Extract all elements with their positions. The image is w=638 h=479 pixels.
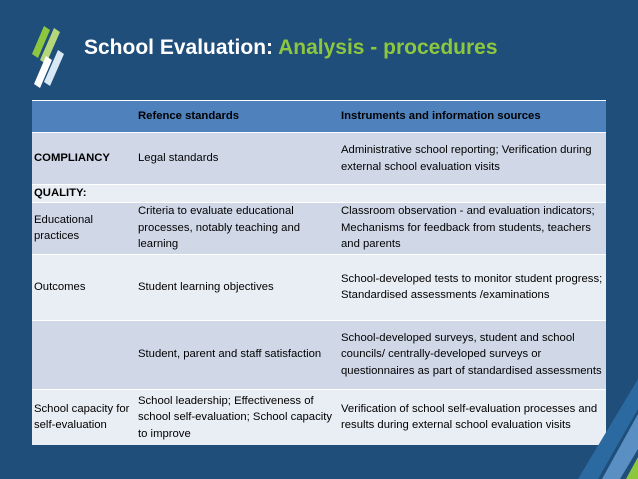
table-row — [32, 254, 606, 320]
row-instruments: School-developed tests to monitor student progress; Standardised assessments /examinations — [339, 254, 606, 320]
row-label — [32, 320, 136, 389]
row-standard: School leadership; Effectiveness of school self-evaluation; School capacity to improve — [136, 389, 339, 445]
title-main: School Evaluation: — [84, 36, 274, 59]
header-col2: Refence standards — [136, 101, 339, 133]
table-row — [32, 133, 606, 185]
title-accent: Analysis - procedures — [278, 36, 498, 59]
header-col3: Instruments and information sources — [339, 101, 606, 133]
corner-decoration-icon — [578, 369, 638, 479]
row-standard: Student, parent and staff satisfaction — [136, 320, 339, 389]
row-label: School capacity for self-evaluation — [32, 389, 136, 445]
row-standard — [136, 185, 339, 203]
row-instruments: Administrative school reporting; Verification during external school evaluation visits — [339, 133, 606, 185]
table-row — [32, 389, 606, 445]
row-standard: Student learning objectives — [136, 254, 339, 320]
row-instruments — [339, 185, 606, 203]
row-label: Educational practices — [32, 202, 136, 254]
oecd-logo-icon — [30, 20, 70, 88]
row-label: QUALITY: — [32, 185, 136, 203]
row-standard: Legal standards — [136, 133, 339, 185]
header-col1 — [32, 101, 136, 133]
page-title — [84, 36, 498, 60]
row-label: Outcomes — [32, 254, 136, 320]
table-row — [32, 202, 606, 254]
row-label: COMPLIANCY — [32, 133, 136, 185]
row-instruments: Classroom observation - and evaluation indicators; Mechanisms for feedback from students, teachers and parents — [339, 202, 606, 254]
row-instruments: Verification of school self-evaluation processes and results during external school evaluation visits — [339, 389, 606, 445]
table-row — [32, 185, 606, 203]
table-header-row — [32, 101, 606, 133]
table-row — [32, 320, 606, 389]
evaluation-table — [32, 100, 606, 445]
row-standard: Criteria to evaluate educational processes, notably teaching and learning — [136, 202, 339, 254]
row-instruments: School-developed surveys, student and school councils/ centrally-developed surveys or questionnaires as part of standardised assessments — [339, 320, 606, 389]
